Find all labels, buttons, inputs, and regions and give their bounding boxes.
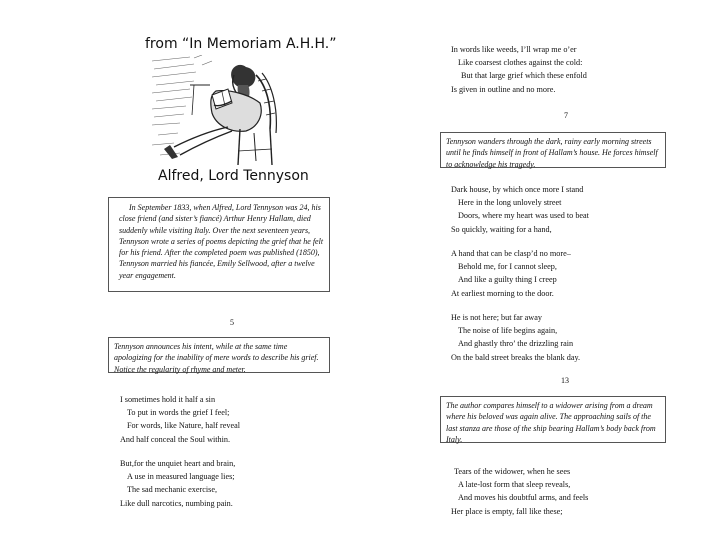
poem-line: Like coarsest clothes against the cold: (458, 58, 583, 68)
poem-line: The noise of life begins again, (458, 326, 558, 336)
poem-line: And half conceal the Soul within. (120, 434, 231, 444)
section-13-note: The author compares himself to a widower arising from a dream where his beloved was again alive. The approaching sails of the last stanza are those of the ship bearing Hallam’s body back from Italy. (446, 401, 656, 444)
section-5-note-box (108, 337, 330, 373)
poem-line: Like dull narcotics, numbing pain. (120, 498, 233, 508)
section-7-stanza-1 (451, 183, 589, 236)
poem-line: And moves his doubtful arms, and feels (458, 493, 589, 503)
poem-line: A hand that can be clasp’d no more– (451, 249, 571, 258)
tennyson-sketch-illustration (150, 55, 286, 168)
section-5-note: Tennyson announces his intent, while at the same time apologizing for the inability of mere words to describe his grief. Notice the regularity of rhyme and meter. (114, 342, 319, 374)
section-number-7: 7 (564, 111, 568, 120)
poem-line: He is not here; but far away (451, 313, 542, 322)
intro-text-box (108, 197, 330, 292)
poem-line: The sad mechanic exercise, (127, 485, 218, 495)
poem-line: Tears of the widower, when he sees (454, 467, 571, 476)
poem-line: And ghastly thro’ the drizzling rain (458, 339, 574, 349)
poem-line: And like a guilty thing I creep (458, 275, 557, 285)
poem-line: Is given in outline and no more. (451, 84, 556, 94)
section-5-stanza-3 (451, 43, 587, 96)
poem-line: I sometimes hold it half a sin (120, 395, 216, 404)
section-7-note: Tennyson wanders through the dark, rainy early morning streets until he finds himself in front of Hallam’s house. He forces himself to acknowledge his tragedy. (446, 137, 658, 169)
section-number-5: 5 (230, 318, 234, 327)
poem-line: But that large grief which these enfold (461, 71, 587, 81)
section-5-stanza-1 (120, 393, 240, 446)
poem-line: Behold me, for I cannot sleep, (458, 262, 557, 272)
poem-line: Her place is empty, fall like these; (451, 506, 563, 516)
section-7-note-box (440, 132, 666, 168)
poem-line: In words like weeds, I’ll wrap me o’er (451, 45, 577, 54)
section-13-note-box (440, 396, 666, 443)
poem-line: A use in measured language lies; (127, 472, 235, 482)
section-13-stanza-1 (451, 465, 588, 518)
poem-line: Here in the long unlovely street (458, 198, 562, 208)
poem-line: A late-lost form that sleep reveals, (458, 480, 571, 490)
intro-text: In September 1833, when Alfred, Lord Tennyson was 24, his close friend (and sister’s fiancé) Arthur Henry Hallam, died suddenly while visiting Italy. Over the next seventeen years, Tennyson wrote a series of poems depicting the grief that he felt for his friend. After the completed poem was published (1850), Tennyson married his fiancée, Emily Sellwood, after a twelve year engagement. (119, 203, 324, 280)
poem-line: To put in words the grief I feel; (127, 408, 230, 418)
author-name: Alfred, Lord Tennyson (158, 168, 309, 184)
sketch-drawing (150, 55, 286, 168)
section-7-stanza-3 (451, 311, 580, 364)
section-7-stanza-2 (451, 247, 571, 300)
poem-line: But,for the unquiet heart and brain, (120, 459, 236, 468)
poem-line: Dark house, by which once more I stand (451, 185, 584, 194)
section-number-13: 13 (561, 376, 569, 385)
page-title: from “In Memoriam A.H.H.” (145, 36, 337, 52)
poem-line: Doors, where my heart was used to beat (458, 211, 589, 221)
poem-line: For words, like Nature, half reveal (127, 421, 240, 431)
poem-line: On the bald street breaks the blank day. (451, 352, 581, 362)
poem-line: At earliest morning to the door. (451, 288, 554, 298)
poem-line: So quickly, waiting for a hand, (451, 224, 552, 234)
section-5-stanza-2 (120, 457, 235, 510)
